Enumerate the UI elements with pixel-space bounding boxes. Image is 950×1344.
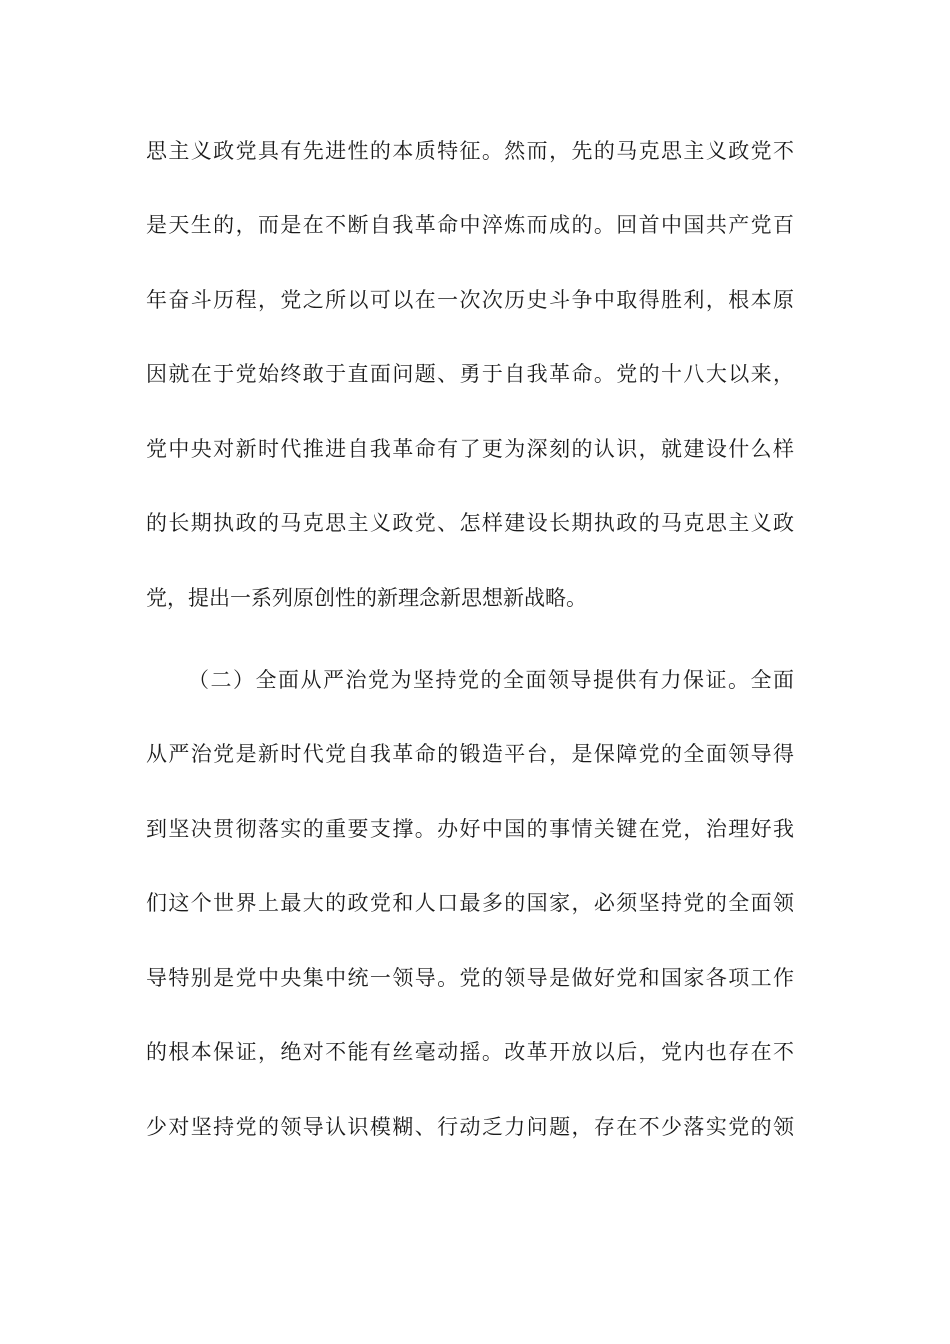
paragraph-line-6: 的长期执政的马克思主义政党、怎样建设长期执政的马克思主义政 bbox=[146, 511, 794, 535]
paragraph-line-13: 的根本保证，绝对不能有丝毫动摇。改革开放以后，党内也存在不 bbox=[146, 1040, 794, 1064]
paragraph-line-9: 从严治党是新时代党自我革命的锻造平台，是保障党的全面领导得 bbox=[146, 742, 794, 766]
paragraph-line-1: 思主义政党具有先进性的本质特征。然而，先的马克思主义政党不 bbox=[146, 139, 794, 163]
paragraph-line-4: 因就在于党始终敢于直面问题、勇于自我革命。党的十八大以来， bbox=[146, 362, 794, 386]
paragraph-line-5: 党中央对新时代推进自我革命有了更为深刻的认识，就建设什么样 bbox=[146, 437, 794, 461]
section-heading-line: （二）全面从严治党为坚持党的全面领导提供有力保证。全面 bbox=[188, 668, 794, 692]
paragraph-line-3: 年奋斗历程，党之所以可以在一次次历史斗争中取得胜利，根本原 bbox=[146, 288, 794, 312]
paragraph-line-14: 少对坚持党的领导认识模糊、行动乏力问题，存在不少落实党的领 bbox=[146, 1115, 794, 1139]
paragraph-line-11: 们这个世界上最大的政党和人口最多的国家，必须坚持党的全面领 bbox=[146, 891, 794, 915]
paragraph-line-2: 是天生的，而是在不断自我革命中淬炼而成的。回首中国共产党百 bbox=[146, 213, 794, 237]
paragraph-line-10: 到坚决贯彻落实的重要支撑。办好中国的事情关键在党，治理好我 bbox=[146, 817, 794, 841]
paragraph-line-7: 党，提出一系列原创性的新理念新思想新战略。 bbox=[146, 586, 587, 610]
paragraph-line-12: 导特别是党中央集中统一领导。党的领导是做好党和国家各项工作 bbox=[146, 966, 794, 990]
